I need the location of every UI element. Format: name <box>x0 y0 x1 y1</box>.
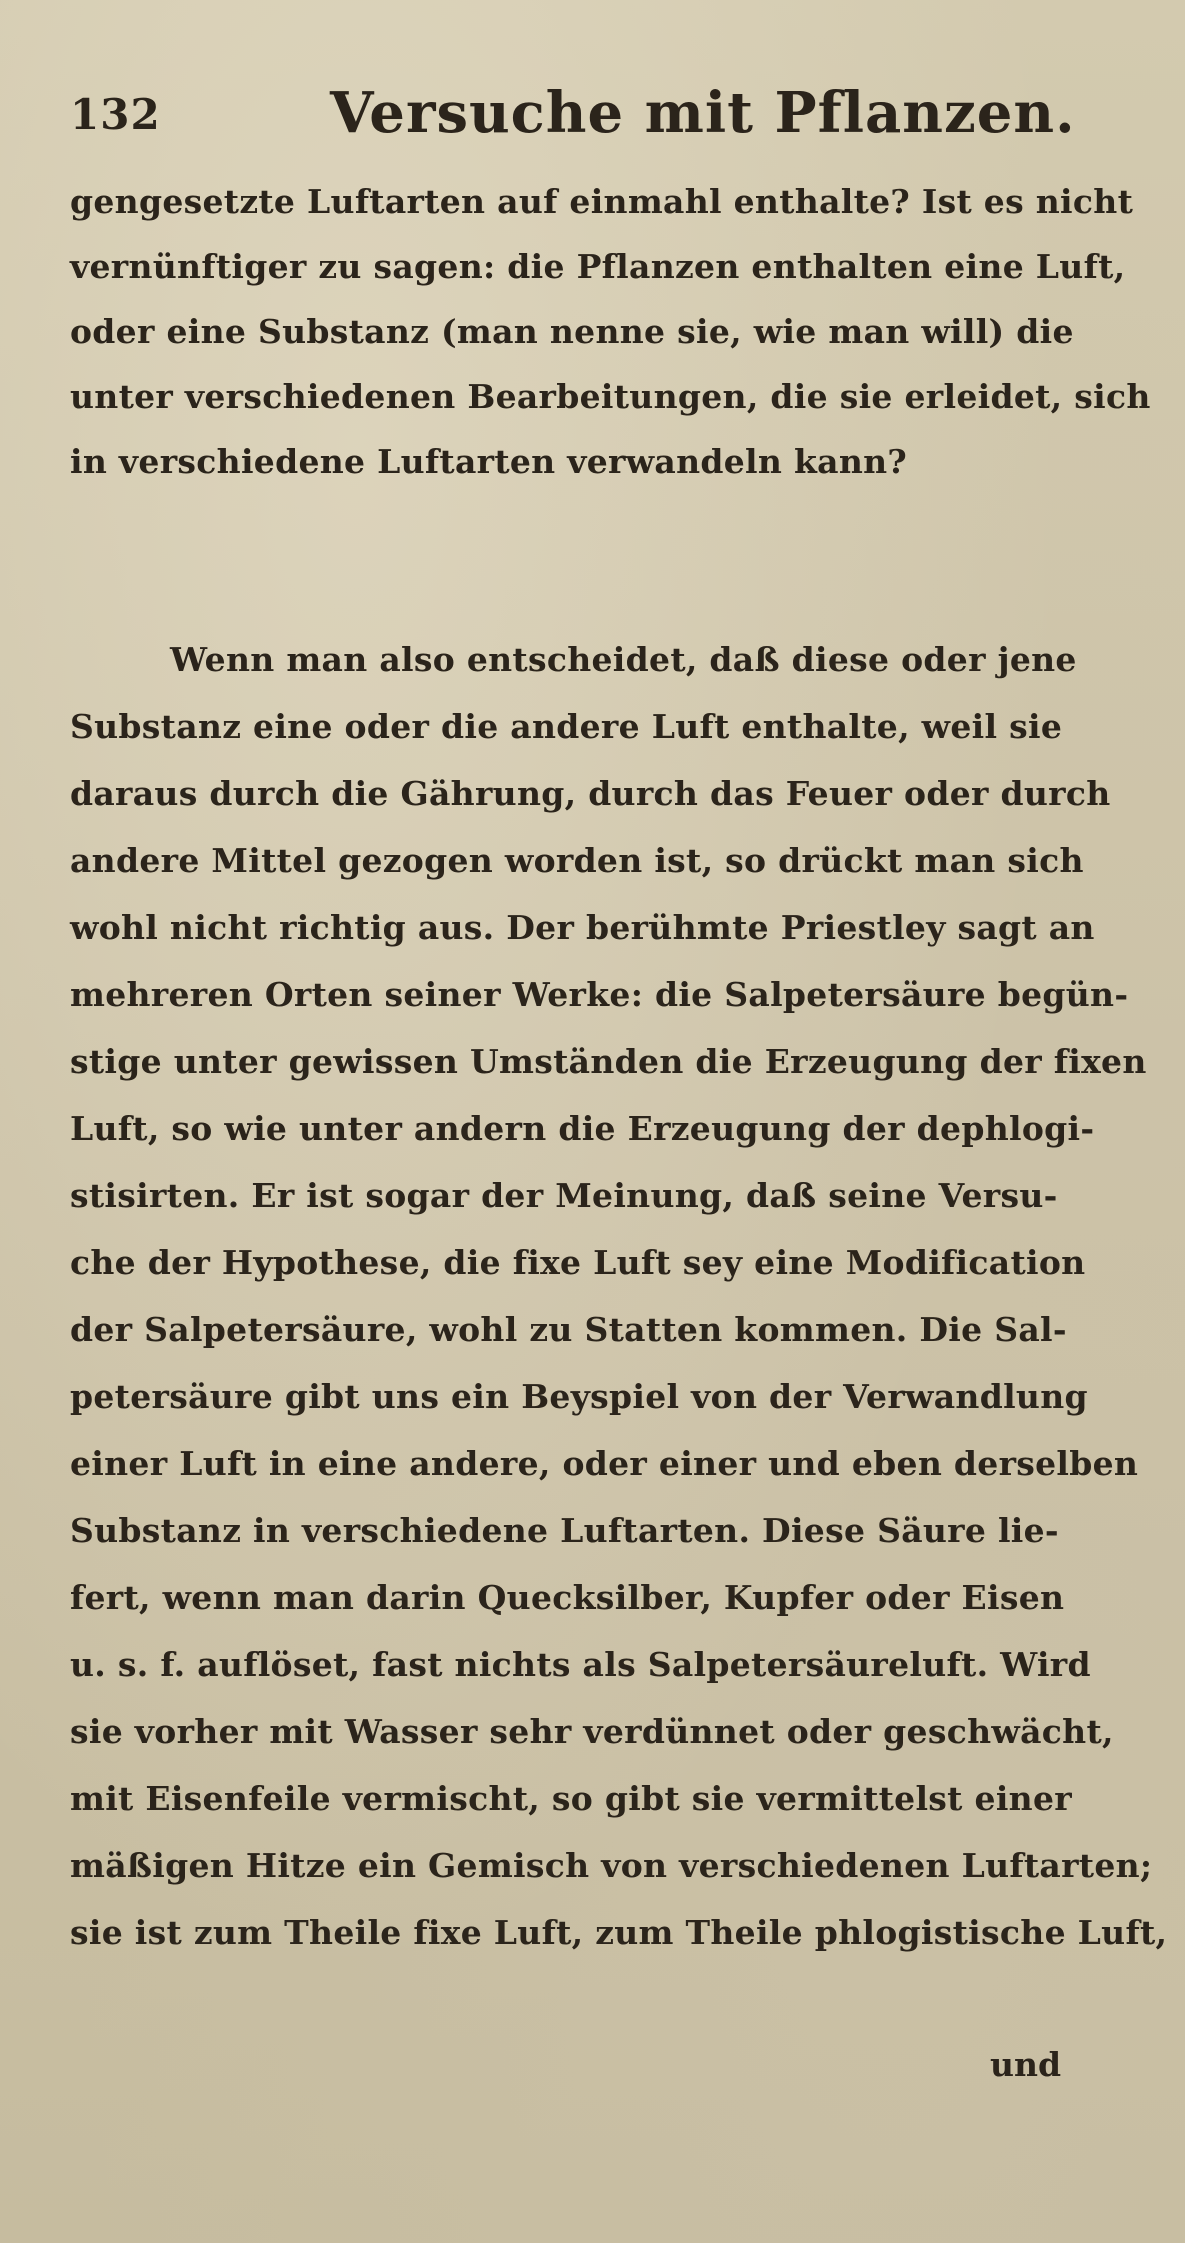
text-line: vernünftiger zu sagen: die Pflanzen enthalten eine Luft, <box>70 247 1126 286</box>
text-line: der Salpetersäure, wohl zu Statten kommen. Die Sal- <box>70 1310 1067 1349</box>
text-line: mit Eisenfeile vermischt, so gibt sie vermittelst einer <box>70 1779 1072 1818</box>
text-line: mehreren Orten seiner Werke: die Salpetersäure begün- <box>70 975 1129 1014</box>
text-line: in verschiedene Luftarten verwandeln kann? <box>70 442 908 481</box>
text-line: Luft, so wie unter andern die Erzeugung der dephlogi- <box>70 1109 1095 1148</box>
text-line: stige unter gewissen Umständen die Erzeugung der fixen <box>70 1042 1147 1081</box>
text-line: Wenn man also entscheidet, daß diese oder jene <box>170 640 1077 679</box>
text-line: daraus durch die Gährung, durch das Feuer oder durch <box>70 774 1111 813</box>
page-header <box>70 80 1130 160</box>
text-line: sie vorher mit Wasser sehr verdünnet oder geschwächt, <box>70 1712 1114 1751</box>
text-line: einer Luft in eine andere, oder einer und eben derselben <box>70 1444 1139 1483</box>
text-line: wohl nicht richtig aus. Der berühmte Priestley sagt an <box>70 908 1095 947</box>
text-line: unter verschiedenen Bearbeitungen, die sie erleidet, sich <box>70 377 1151 416</box>
text-line: Substanz in verschiedene Luftarten. Diese Säure lie- <box>70 1511 1059 1550</box>
text-line: che der Hypothese, die fixe Luft sey eine Modification <box>70 1243 1086 1282</box>
text-line: Substanz eine oder die andere Luft enthalte, weil sie <box>70 707 1063 746</box>
text-line: fert, wenn man darin Quecksilber, Kupfer oder Eisen <box>70 1578 1065 1617</box>
text-line: u. s. f. auflöset, fast nichts als Salpetersäureluft. Wird <box>70 1645 1091 1684</box>
text-line: oder eine Substanz (man nenne sie, wie man will) die <box>70 312 1074 351</box>
text-line: sie ist zum Theile fixe Luft, zum Theile phlogistische Luft, <box>70 1913 1168 1952</box>
text-line: stisirten. Er ist sogar der Meinung, daß seine Versu- <box>70 1176 1058 1215</box>
catchword: und <box>990 2045 1062 2084</box>
text-line: petersäure gibt uns ein Beyspiel von der Verwandlung <box>70 1377 1088 1416</box>
text-line: andere Mittel gezogen worden ist, so drückt man sich <box>70 841 1084 880</box>
page-number: 132 <box>70 90 161 139</box>
text-line: mäßigen Hitze ein Gemisch von verschiedenen Luftarten; <box>70 1846 1153 1885</box>
running-title: Versuche mit Pflanzen. <box>330 80 1076 146</box>
text-line: gengesetzte Luftarten auf einmahl enthalte? Ist es nicht <box>70 182 1134 221</box>
